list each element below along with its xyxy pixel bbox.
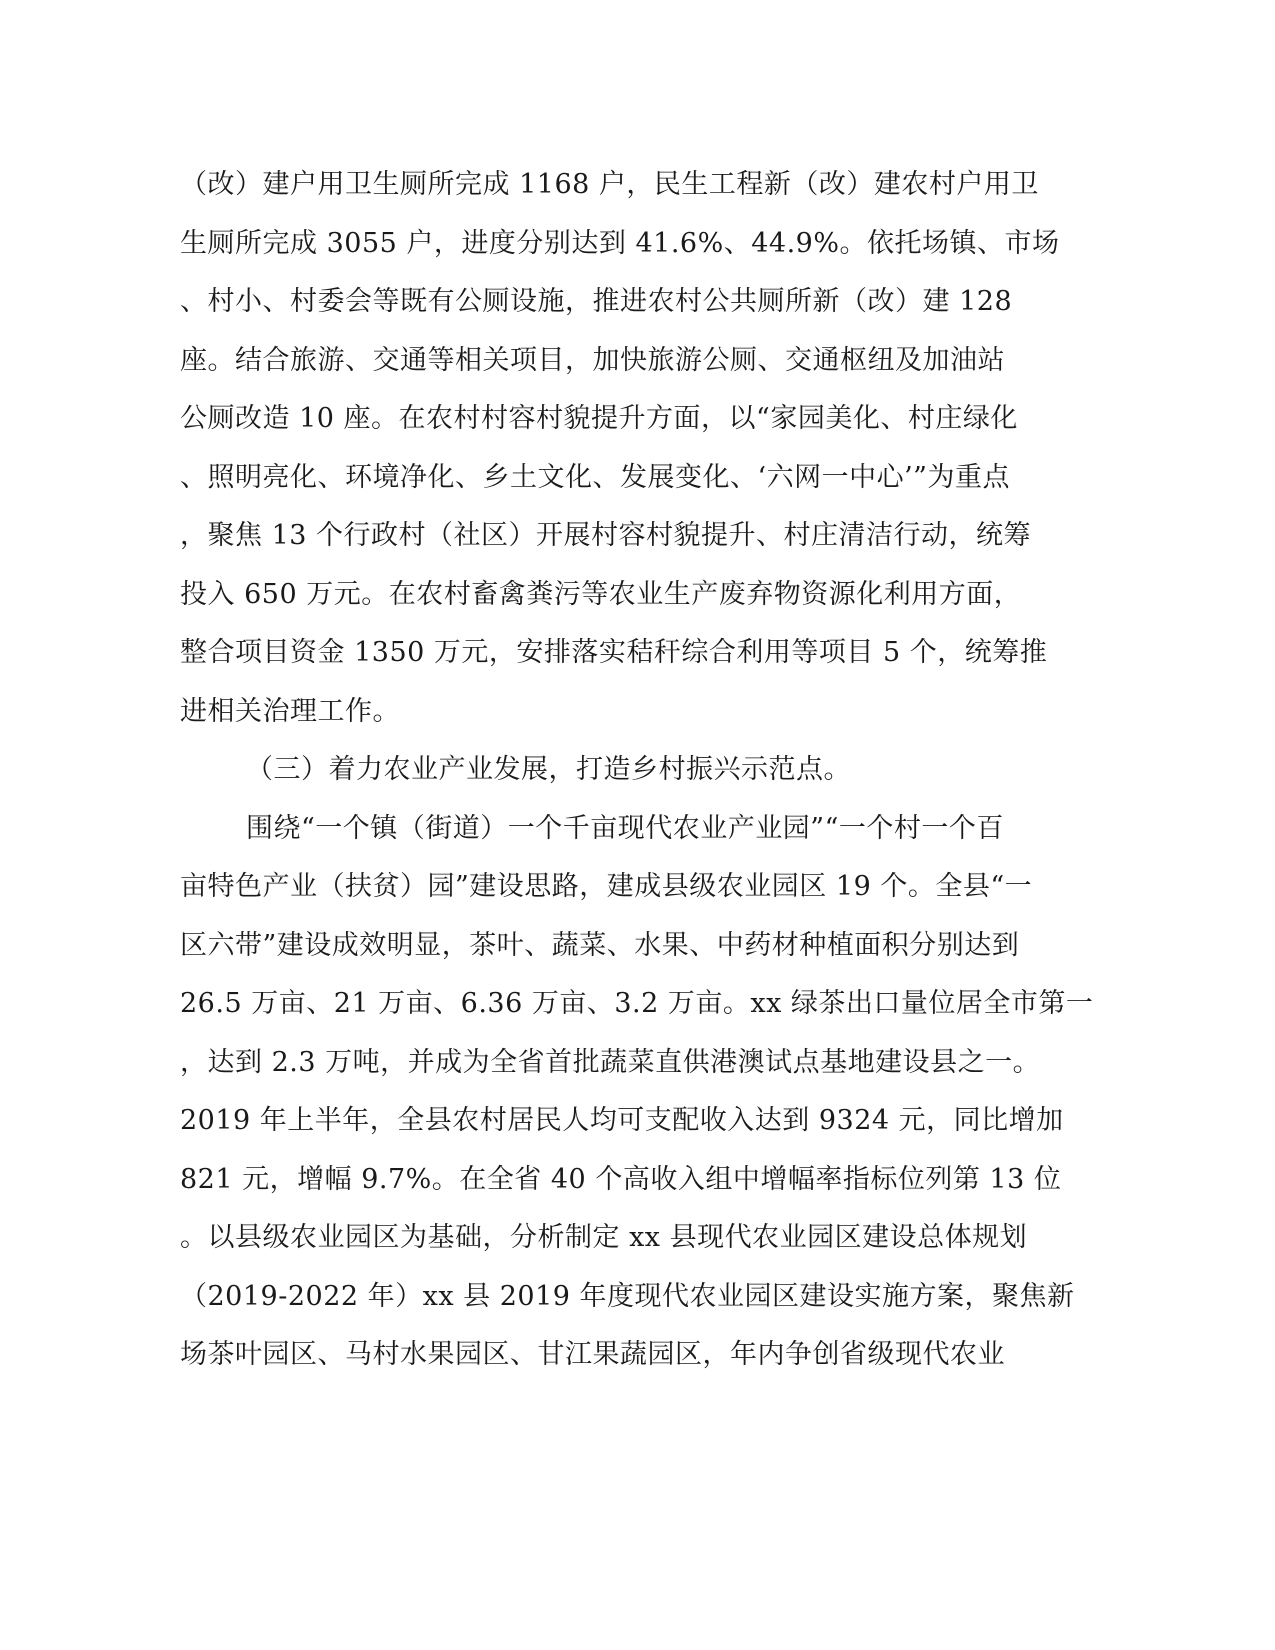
text-line: 场茶叶园区、马村水果园区、甘江果蔬园区，年内争创省级现代农业 bbox=[180, 1339, 1005, 1370]
text-line: ，聚焦 13 个行政村（社区）开展村容村貌提升、村庄清洁行动，统筹 bbox=[180, 520, 1032, 551]
text-line: 2019 年上半年，全县农村居民人均可支配收入达到 9324 元，同比增加 bbox=[180, 1105, 1064, 1136]
text-line: 座。结合旅游、交通等相关项目，加快旅游公厕、交通枢纽及加油站 bbox=[180, 344, 1005, 376]
section-heading-3 bbox=[180, 741, 1040, 800]
text-line: 生厕所完成 3055 户，进度分别达到 41.6%、44.9%。依托场镇、市场 bbox=[180, 227, 1060, 259]
text-line: 区六带”建设成效明显，茶叶、蔬菜、水果、中药材种植面积分别达到 bbox=[180, 929, 1020, 961]
paragraph-toilet-and-village-improvement bbox=[180, 156, 1060, 741]
text-line: 整合项目资金 1350 万元，安排落实秸秆综合利用等项目 5 个，统筹推 bbox=[180, 637, 1048, 668]
text-line: ，达到 2.3 万吨，并成为全省首批蔬菜直供港澳试点基地建设县之一。 bbox=[180, 1046, 1041, 1078]
text-line: 、照明亮化、环境净化、乡土文化、发展变化、‘六网一中心’”为重点 bbox=[180, 461, 1010, 493]
text-line: 进相关治理工作。 bbox=[180, 695, 400, 727]
text-line: （2019-2022 年）xx 县 2019 年度现代农业园区建设实施方案，聚焦新 bbox=[180, 1280, 1075, 1312]
text-line: 围绕“一个镇（街道）一个千亩现代农业产业园”“一个村一个百 bbox=[246, 812, 1004, 844]
text-line: （改）建户用卫生厕所完成 1168 户，民生工程新（改）建农村户用卫 bbox=[180, 169, 1039, 200]
section-heading-text: （三）着力农业产业发展，打造乡村振兴示范点。 bbox=[246, 754, 851, 785]
text-line: 投入 650 万元。在农村畜禽粪污等农业生产废弃物资源化利用方面， bbox=[180, 578, 1022, 610]
text-line: 。以县级农业园区为基础，分析制定 xx 县现代农业园区建设总体规划 bbox=[180, 1222, 1028, 1253]
text-line: 26.5 万亩、21 万亩、6.36 万亩、3.2 万亩。xx 绿茶出口量位居全市第一 bbox=[180, 988, 1094, 1019]
document-body bbox=[180, 156, 1094, 1385]
text-line: 亩特色产业（扶贫）园”建设思路，建成县级农业园区 19 个。全县“一 bbox=[180, 871, 1033, 902]
text-line: 821 元，增幅 9.7%。在全省 40 个高收入组中增幅率指标位列第 13 位 bbox=[180, 1163, 1062, 1195]
text-line: 、村小、村委会等既有公厕设施，推进农村公共厕所新（改）建 128 bbox=[180, 286, 1013, 317]
paragraph-agricultural-industry bbox=[180, 800, 1094, 1385]
text-line: 公厕改造 10 座。在农村村容村貌提升方面，以“家园美化、村庄绿化 bbox=[180, 403, 1018, 434]
